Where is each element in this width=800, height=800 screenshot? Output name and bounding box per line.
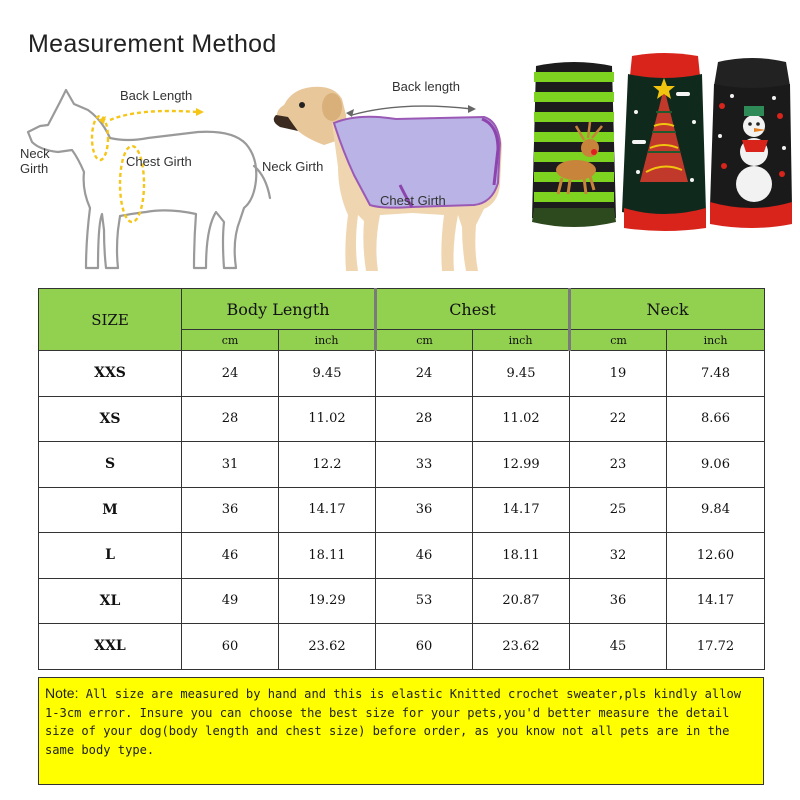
value-cell: 31: [182, 442, 279, 488]
value-cell: 33: [376, 442, 473, 488]
value-cell: 36: [182, 487, 279, 533]
table-row: [39, 442, 765, 488]
photo-back-length-label: Back length: [392, 79, 460, 94]
value-cell: 60: [376, 624, 473, 670]
table-row: [39, 624, 765, 670]
table-row: [39, 533, 765, 579]
value-cell: 60: [182, 624, 279, 670]
page-title: Measurement Method: [28, 30, 277, 58]
value-cell: 9.06: [667, 442, 765, 488]
size-cell: L: [39, 533, 182, 579]
value-cell: 12.2: [279, 442, 376, 488]
photo-chest-girth-label: Chest Girth: [380, 193, 446, 208]
size-cell: M: [39, 487, 182, 533]
sweater-snowman: [708, 56, 794, 236]
size-cell: XXL: [39, 624, 182, 670]
value-cell: 12.60: [667, 533, 765, 579]
body-length-header: Body Length: [182, 289, 376, 330]
neck-header: Neck: [570, 289, 765, 330]
value-cell: 36: [570, 578, 667, 624]
value-cell: 9.84: [667, 487, 765, 533]
value-cell: 18.11: [279, 533, 376, 579]
reindeer-sweater-illustration: [528, 58, 620, 233]
value-cell: 46: [376, 533, 473, 579]
value-cell: 9.45: [279, 351, 376, 397]
value-cell: 24: [376, 351, 473, 397]
sweater-christmas-tree: [618, 52, 710, 237]
table-row: [39, 578, 765, 624]
dog-in-sweater-illustration: [262, 75, 522, 280]
value-cell: 45: [570, 624, 667, 670]
value-cell: 17.72: [667, 624, 765, 670]
value-cell: 14.17: [473, 487, 570, 533]
note-text: All size are measured by hand and this is elastic Knitted crochet sweater,pls kindly allow 1-3cm error. Insure you can choose the best size for your pets,you'd better measure the detail size of your dog(body length and chest size) before order, as you know not all pets are in the same body type.: [45, 687, 742, 757]
unit-cm: cm: [182, 330, 279, 351]
size-cell: XL: [39, 578, 182, 624]
value-cell: 23.62: [473, 624, 570, 670]
unit-cm: cm: [376, 330, 473, 351]
value-cell: 32: [570, 533, 667, 579]
table-body: [39, 351, 765, 670]
table-row: [39, 396, 765, 442]
note-label: Note:: [45, 685, 79, 701]
unit-cm: cm: [570, 330, 667, 351]
outline-neck-label-1: Neck: [20, 146, 50, 161]
table-row: [39, 487, 765, 533]
value-cell: 19: [570, 351, 667, 397]
unit-inch: inch: [473, 330, 570, 351]
snowman-sweater-illustration: [708, 56, 794, 231]
size-cell: XS: [39, 396, 182, 442]
outline-dog-illustration: [18, 80, 273, 280]
value-cell: 11.02: [279, 396, 376, 442]
value-cell: 20.87: [473, 578, 570, 624]
value-cell: 22: [570, 396, 667, 442]
unit-inch: inch: [667, 330, 765, 351]
value-cell: 14.17: [667, 578, 765, 624]
photo-neck-girth-label: Neck Girth: [262, 159, 324, 174]
outline-back-length-label: Back Length: [120, 88, 193, 103]
size-chart: [38, 288, 764, 670]
size-cell: S: [39, 442, 182, 488]
value-cell: 25: [570, 487, 667, 533]
outline-chest-girth-label: Chest Girth: [126, 154, 192, 169]
size-header: SIZE: [39, 289, 182, 351]
value-cell: 9.45: [473, 351, 570, 397]
value-cell: 11.02: [473, 396, 570, 442]
chest-header: Chest: [376, 289, 570, 330]
size-cell: XXS: [39, 351, 182, 397]
value-cell: 7.48: [667, 351, 765, 397]
value-cell: 53: [376, 578, 473, 624]
unit-inch: inch: [279, 330, 376, 351]
value-cell: 28: [376, 396, 473, 442]
note-box: [38, 677, 764, 785]
photo-dog-figure: [262, 75, 522, 280]
value-cell: 36: [376, 487, 473, 533]
outline-dog-figure: [18, 80, 273, 280]
value-cell: 8.66: [667, 396, 765, 442]
outline-neck-label-2: Girth: [20, 161, 49, 176]
value-cell: 12.99: [473, 442, 570, 488]
value-cell: 46: [182, 533, 279, 579]
value-cell: 49: [182, 578, 279, 624]
value-cell: 24: [182, 351, 279, 397]
table-row: [39, 351, 765, 397]
value-cell: 28: [182, 396, 279, 442]
sweater-green-stripes: [528, 58, 620, 238]
value-cell: 14.17: [279, 487, 376, 533]
value-cell: 23: [570, 442, 667, 488]
table-header-row: [39, 289, 765, 330]
value-cell: 19.29: [279, 578, 376, 624]
tree-sweater-illustration: [618, 52, 710, 232]
size-table: [38, 288, 765, 670]
value-cell: 23.62: [279, 624, 376, 670]
value-cell: 18.11: [473, 533, 570, 579]
